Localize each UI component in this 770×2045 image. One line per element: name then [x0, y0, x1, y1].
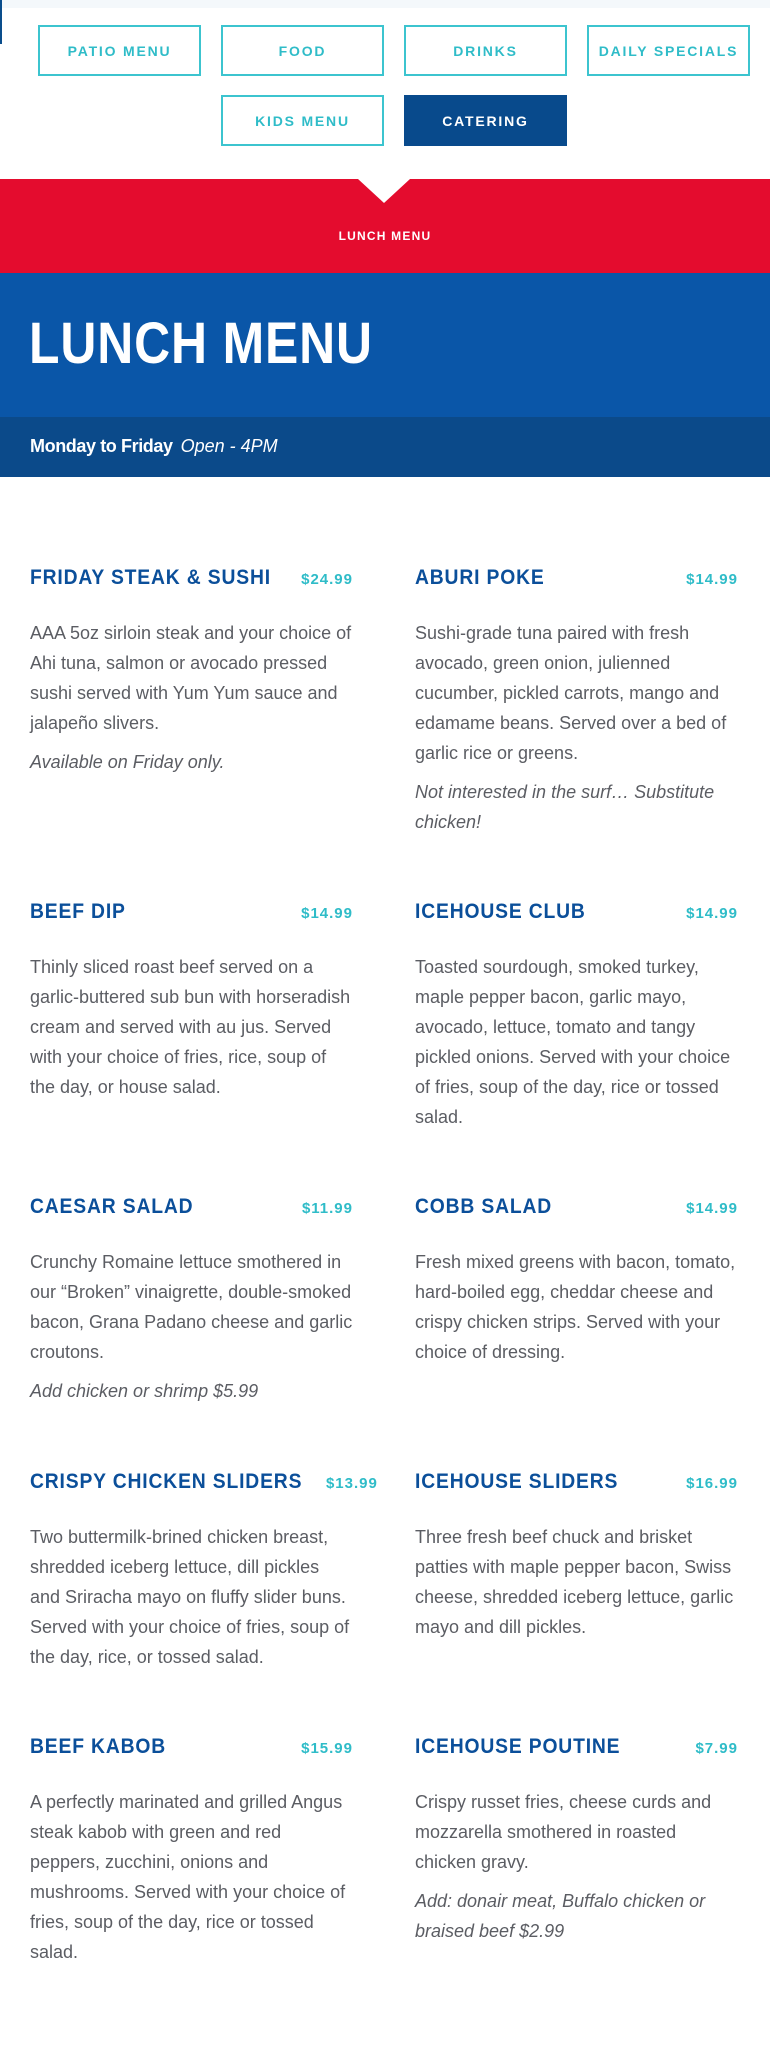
menu-item-name: BEEF DIP — [30, 900, 126, 923]
menu-item-description: AAA 5oz sirloin steak and your choice of Ahi tuna, salmon or avocado pressed sushi served with Yum Yum sauce and jalapeño slivers. — [30, 623, 352, 733]
menu-item-name: CAESAR SALAD — [30, 1195, 194, 1218]
menu-item-name: ICEHOUSE POUTINE — [415, 1735, 621, 1758]
menu-item-price: $16.99 — [686, 1475, 738, 1492]
menu-item-name: COBB SALAD — [415, 1195, 553, 1218]
menu-item — [415, 1195, 738, 1367]
menu-item-description: Crispy russet fries, cheese curds and mozzarella smothered in roasted chicken gravy. — [415, 1792, 712, 1872]
hours-time: Open - 4PM — [180, 436, 278, 456]
menu-item-name: FRIDAY STEAK & SUSHI — [30, 566, 271, 589]
menu-item — [30, 566, 353, 777]
menu-item-name: CRISPY CHICKEN SLIDERS — [30, 1470, 303, 1493]
menu-item — [415, 1735, 738, 1946]
nav-drinks-button[interactable]: DRINKS — [404, 25, 567, 76]
menu-item-description: Thinly sliced roast beef served on a garlic-buttered sub bun with horseradish cream and served with au jus. Served with your choice of fries, rice, soup of the day, or house salad. — [30, 957, 351, 1097]
menu-item-name: BEEF KABOB — [30, 1735, 167, 1758]
menu-item-price: $13.99 — [325, 1475, 378, 1492]
menu-item — [30, 900, 353, 1102]
breadcrumb-label: LUNCH MENU — [338, 229, 432, 243]
menu-item-description: Fresh mixed greens with bacon, tomato, hard-boiled egg, cheddar cheese and crispy chicken strips. Served with your choice of dressing. — [415, 1252, 736, 1362]
menu-item-name: ICEHOUSE CLUB — [415, 900, 586, 923]
page-title: LUNCH MENU — [29, 311, 373, 376]
menu-item-note: Add chicken or shrimp $5.99 — [30, 1381, 259, 1401]
menu-item-description: Sushi-grade tuna paired with fresh avocado, green onion, julienned cucumber, pickled carrots, mango and edamame beans. Served over a bed of garlic rice or greens. — [415, 623, 727, 763]
menu-item-description: Crunchy Romaine lettuce smothered in our “Broken” vinaigrette, double-smoked bacon, Grana Padano cheese and garlic croutons. — [30, 1252, 353, 1362]
nav-daily-specials-button[interactable]: DAILY SPECIALS — [587, 25, 750, 76]
menu-item — [30, 1735, 353, 1967]
menu-item — [415, 1470, 738, 1642]
menu-item-note: Not interested in the surf… Substitute chicken! — [415, 782, 715, 832]
hours-line — [30, 433, 278, 459]
hours-days: Monday to Friday — [30, 436, 173, 456]
menu-item-description: Toasted sourdough, smoked turkey, maple pepper bacon, garlic mayo, avocado, lettuce, tomato and tangy pickled onions. Served with your choice of fries, soup of the day, rice or tossed salad. — [415, 957, 731, 1127]
menu-item-note: Add: donair meat, Buffalo chicken or braised beef $2.99 — [415, 1891, 706, 1941]
menu-item-price: $7.99 — [695, 1740, 738, 1757]
menu-item-price: $14.99 — [686, 905, 738, 922]
nav-patio-menu-button[interactable]: PATIO MENU — [38, 25, 201, 76]
menu-item-description: Three fresh beef chuck and brisket patties with maple pepper bacon, Swiss cheese, shredded iceberg lettuce, garlic mayo and dill pickles. — [415, 1527, 734, 1637]
menu-item-name: ABURI POKE — [415, 566, 545, 589]
menu-nav — [0, 0, 770, 179]
menu-item — [30, 1470, 378, 1672]
menu-item-price: $14.99 — [301, 905, 353, 922]
menu-item-price: $11.99 — [301, 1200, 353, 1217]
nav-catering-button[interactable]: CATERING — [404, 95, 567, 146]
menu-item-name: ICEHOUSE SLIDERS — [415, 1470, 619, 1493]
menu-item-description: Two buttermilk-brined chicken breast, shredded iceberg lettuce, dill pickles and Sriracha mayo on fluffy slider buns. Served with your choice of fries, soup of the day, rice, or tossed salad. — [30, 1527, 350, 1667]
menu-item-price: $14.99 — [686, 1200, 738, 1217]
band-notch-pointer — [358, 179, 410, 203]
menu-item-price: $15.99 — [301, 1740, 353, 1757]
menu-item-price: $24.99 — [301, 571, 353, 588]
nav-kids-menu-button[interactable]: KIDS MENU — [221, 95, 384, 146]
menu-item-note: Available on Friday only. — [30, 752, 225, 772]
menu-item — [415, 566, 738, 837]
nav-food-button[interactable]: FOOD — [221, 25, 384, 76]
menu-item — [415, 900, 738, 1132]
menu-item-description: A perfectly marinated and grilled Angus steak kabob with green and red peppers, zucchini, onions and mushrooms. Served with your choice of fries, soup of the day, rice or tossed salad. — [30, 1792, 346, 1962]
menu-item-price: $14.99 — [686, 571, 738, 588]
menu-item — [30, 1195, 353, 1406]
